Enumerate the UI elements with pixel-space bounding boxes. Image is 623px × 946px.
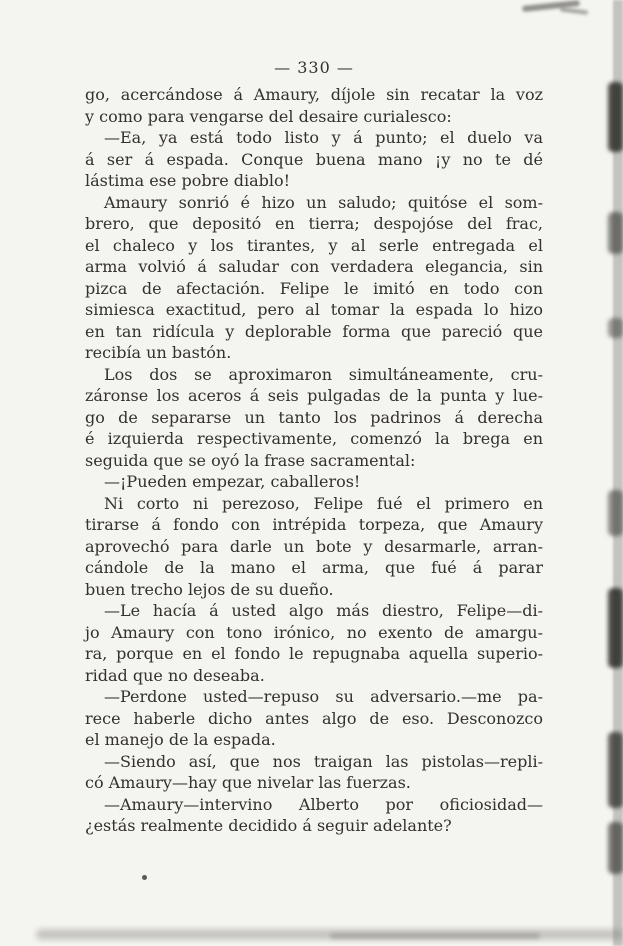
edge-ink-mark bbox=[608, 318, 623, 338]
edge-ink-mark bbox=[608, 490, 623, 536]
paragraph bbox=[85, 471, 543, 493]
text-line: cándole de la mano el arma, que fué á parar bbox=[85, 558, 543, 577]
text-line: en tan ridícula y deplorable forma que pareció que bbox=[85, 321, 543, 341]
text-line: —Le hacía á usted algo más diestro, Felipe—di- bbox=[104, 601, 543, 620]
edge-ink-mark bbox=[608, 212, 623, 254]
text-line: có Amaury—hay que nivelar las fuerzas. bbox=[85, 773, 411, 792]
paragraph bbox=[85, 364, 543, 472]
text-line: jo Amaury con tono irónico, no exento de amargu- bbox=[85, 622, 543, 642]
text-line: el manejo de la espada. bbox=[85, 730, 276, 749]
text-line: ridad que no deseaba. bbox=[85, 665, 265, 685]
text-line: ¿estás realmente decidido á seguir adelante? bbox=[85, 816, 452, 835]
paragraph bbox=[85, 192, 543, 364]
text-line: simiesca exactitud, pero al tomar la espada lo hizo bbox=[85, 300, 543, 319]
text-line: rece haberle dicho antes algo de eso. Desconozco bbox=[85, 708, 543, 728]
text-line: —Perdone usted—repuso su adversario.—me pa- bbox=[104, 687, 543, 706]
text-line: Ni corto ni perezoso, Felipe fué el primero en bbox=[104, 493, 543, 513]
paragraph bbox=[85, 600, 543, 686]
text-line: —Siendo así, que nos traigan las pistolas—repli- bbox=[104, 751, 543, 771]
edge-ink-mark bbox=[608, 732, 623, 808]
text-line: —Ea, ya está todo listo y á punto; el duelo va bbox=[104, 128, 543, 147]
page-number: — 330 — bbox=[274, 58, 354, 77]
text-line: é izquierda respectivamente, comenzó la brega en bbox=[85, 429, 543, 448]
paragraph bbox=[85, 127, 543, 192]
text-line: záronse los aceros á seis pulgadas de la punta y lue- bbox=[85, 386, 543, 405]
text-line: —¡Pueden empezar, caballeros! bbox=[104, 472, 361, 491]
text-line: Los dos se aproximaron simultáneamente, cru- bbox=[104, 364, 543, 384]
text-line: el chaleco y los tirantes, y al serle entregada el bbox=[85, 235, 543, 255]
text-line: brero, que depositó en tierra; despojóse del frac, bbox=[85, 214, 543, 233]
text-line: go, acercándose á Amaury, díjole sin recatar la voz bbox=[85, 85, 543, 104]
text-line: lástima ese pobre diablo! bbox=[85, 171, 291, 190]
page-text bbox=[85, 84, 543, 837]
text-line: go de separarse un tanto los padrinos á derecha bbox=[85, 407, 543, 427]
paragraph bbox=[85, 686, 543, 751]
text-line: ra, porque en el fondo le repugnaba aquella superio- bbox=[85, 644, 543, 663]
text-line: Amaury sonrió é hizo un saludo; quitóse el som- bbox=[104, 192, 543, 212]
text-line: —Amaury—intervino Alberto por oficiosidad— bbox=[104, 794, 543, 814]
text-line: seguida que se oyó la frase sacramental: bbox=[85, 450, 416, 470]
ink-speck bbox=[142, 875, 147, 880]
text-line: á ser á espada. Conque buena mano ¡y no te dé bbox=[85, 149, 543, 169]
bottom-scan-shadow-2 bbox=[330, 933, 540, 939]
edge-ink-mark bbox=[608, 588, 623, 668]
text-line: tirarse á fondo con intrépida torpeza, que Amaury bbox=[85, 515, 543, 534]
text-line: aprovechó para darle un bote y desarmarle, arran- bbox=[85, 536, 543, 556]
paragraph bbox=[85, 84, 543, 127]
text-line: arma volvió á saludar con verdadera elegancia, sin bbox=[85, 257, 543, 276]
text-line: buen trecho lejos de su dueño. bbox=[85, 579, 334, 599]
text-line: y como para vengarse del desaire curialesco: bbox=[85, 106, 452, 126]
paragraph bbox=[85, 493, 543, 601]
text-line: pizca de afectación. Felipe le imitó en todo con bbox=[85, 278, 543, 298]
paragraph bbox=[85, 794, 543, 837]
edge-ink-mark bbox=[608, 822, 623, 874]
paragraph bbox=[85, 751, 543, 794]
text-line: recibía un bastón. bbox=[85, 343, 232, 362]
edge-ink-mark bbox=[608, 82, 623, 152]
